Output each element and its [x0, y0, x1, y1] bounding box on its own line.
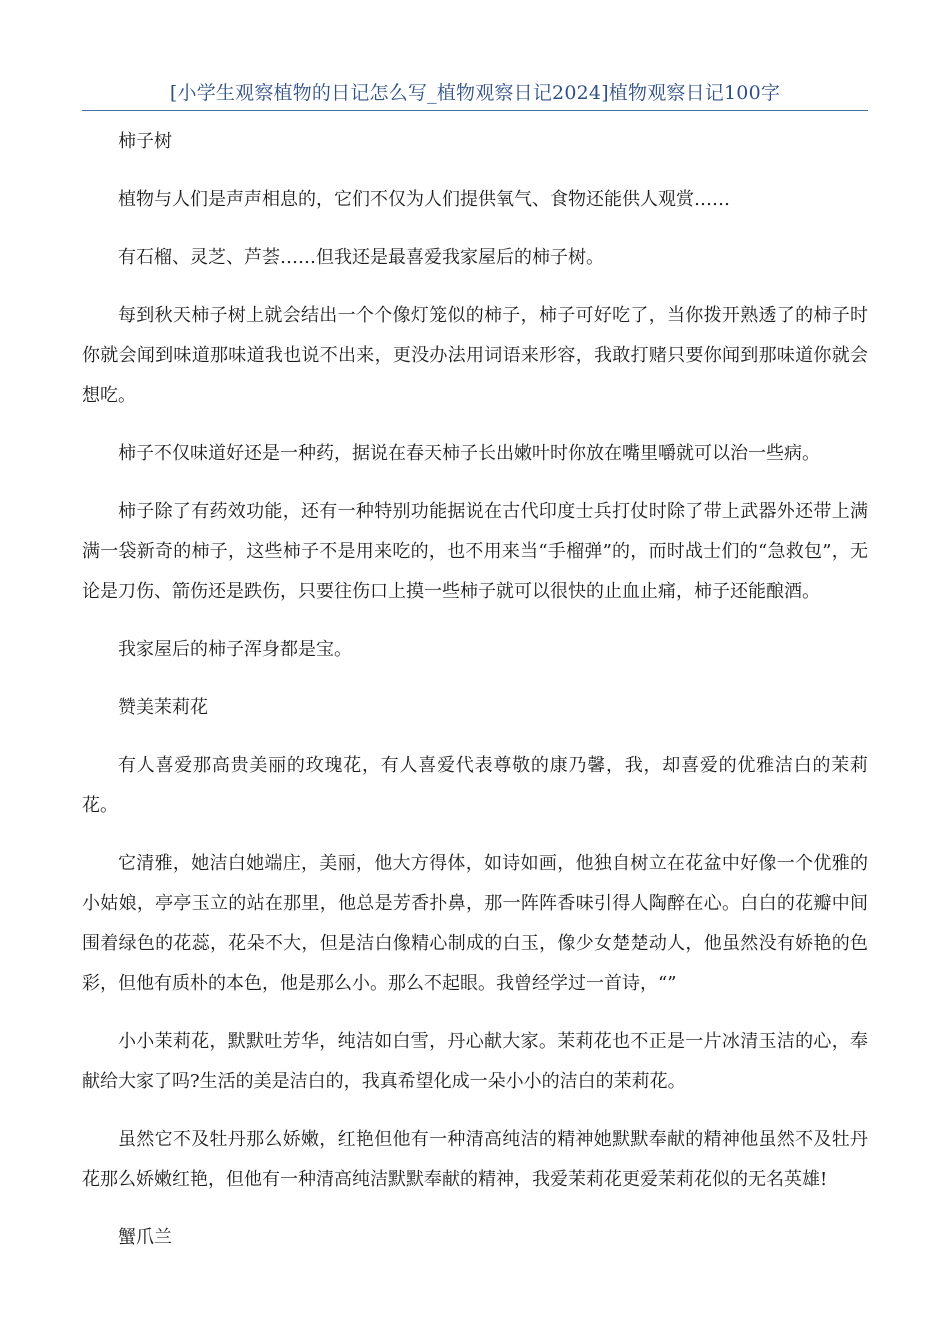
section-heading-jasmine: 赞美茉莉花 — [118, 697, 208, 718]
paragraph: 小小茉莉花，默默吐芳华，纯洁如白雪，丹心献大家。茉莉花也不正是一片冰清玉洁的心，奉献给大家了吗?生活的美是洁白的，我真希望化成一朵小小的洁白的茉莉花。 — [82, 1031, 868, 1092]
page-title: [小学生观察植物的日记怎么写_植物观察日记2024]植物观察日记100字 — [169, 82, 781, 104]
section-heading-persimmon: 柿子树 — [118, 131, 172, 152]
paragraph: 它清雅，她洁白她端庄，美丽，他大方得体，如诗如画，他独自树立在花盆中好像一个优雅的小姑娘，亭亭玉立的站在那里，他总是芳香扑鼻，那一阵阵香味引得人陶醉在心。白白的花瓣中间围着绿色的花蕊，花朵不大，但是洁白像精心制成的白玉，像少女楚楚动人，他虽然没有娇艳的色彩，但他有质朴的本色，他是那么小。那么不起眼。我曾经学过一首诗，“” — [82, 853, 868, 994]
paragraph: 有人喜爱那高贵美丽的玫瑰花，有人喜爱代表尊敬的康乃馨，我，却喜爱的优雅洁白的茉莉花。 — [82, 755, 868, 816]
paragraph: 植物与人们是声声相息的，它们不仅为人们提供氧气、食物还能供人观赏…… — [118, 189, 730, 210]
document-body — [82, 122, 868, 1276]
paragraph: 有石榴、灵芝、芦荟……但我还是最喜爱我家屋后的柿子树。 — [118, 247, 604, 268]
section-heading-crab-cactus: 蟹爪兰 — [118, 1227, 172, 1248]
paragraph: 每到秋天柿子树上就会结出一个个像灯笼似的柿子，柿子可好吃了，当你拨开熟透了的柿子时你就会闻到味道那味道我也说不出来，更没办法用词语来形容，我敢打赌只要你闻到那味道你就会想吃。 — [82, 305, 868, 406]
page-header — [82, 78, 868, 111]
paragraph: 我家屋后的柿子浑身都是宝。 — [118, 639, 352, 660]
paragraph: 柿子不仅味道好还是一种药，据说在春天柿子长出嫩叶时你放在嘴里嚼就可以治一些病。 — [118, 443, 820, 464]
paragraph: 柿子除了有药效功能，还有一种特别功能据说在古代印度士兵打仗时除了带上武器外还带上满满一袋新奇的柿子，这些柿子不是用来吃的，也不用来当“手榴弹”的，而时战士们的“急救包”，无论是刀伤、箭伤还是跌伤，只要往伤口上摸一些柿子就可以很快的止血止痛，柿子还能酿酒。 — [82, 501, 868, 602]
paragraph: 虽然它不及牡丹那么娇嫩，红艳但他有一种清高纯洁的精神她默默奉献的精神他虽然不及牡丹花那么娇嫩红艳，但他有一种清高纯洁默默奉献的精神，我爱茉莉花更爱茉莉花似的无名英雄! — [82, 1129, 868, 1190]
